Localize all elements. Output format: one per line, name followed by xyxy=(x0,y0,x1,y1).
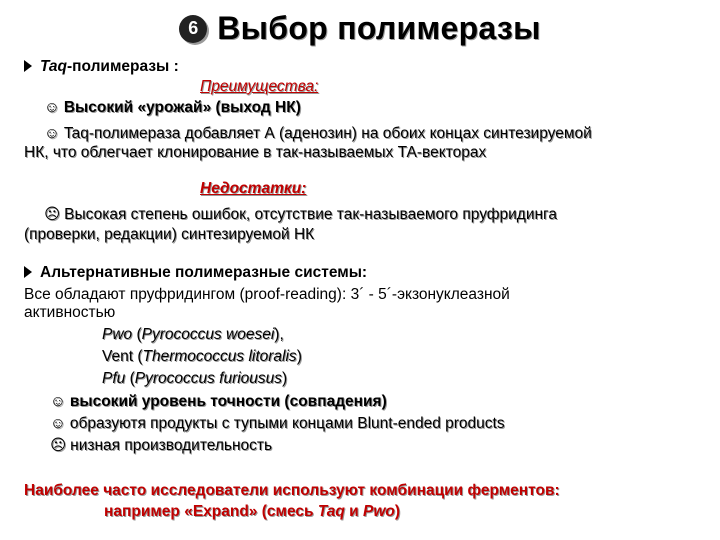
taq-heading xyxy=(24,58,179,76)
alt-desc-line-1: Все обладают пруфридингом (proof-reading): 3´ - 5´-экзонуклеазной xyxy=(24,286,510,303)
conclusion-and: и xyxy=(344,503,363,520)
enzyme-abbr: Pfu xyxy=(102,370,126,387)
taq-suffix: -полимеразы : xyxy=(66,58,179,75)
frown-icon: ☹ xyxy=(50,437,67,454)
alt-pro-1-text: высокий уровень точности (совпадения) xyxy=(69,393,387,410)
alt-pro-2-text: образуютя продукты с тупыми концами Blunt-ended products xyxy=(69,415,505,432)
smile-icon: ☺ xyxy=(50,393,66,410)
number-badge-icon: 6 xyxy=(179,15,207,43)
enzyme-close: ), xyxy=(274,326,284,343)
enzyme-species: Pyrococcus woesei xyxy=(141,326,275,343)
conclusion-enzyme-taq: Taq xyxy=(317,503,345,520)
enzyme-open: ( xyxy=(133,348,143,365)
conclusion-prefix: например «Expand» (смесь xyxy=(104,503,318,520)
alt-heading-text: Альтернативные полимеразные системы: xyxy=(40,264,368,281)
alt-desc-line-2: активностью xyxy=(24,304,116,321)
triangle-bullet-icon xyxy=(24,266,32,278)
triangle-bullet-icon xyxy=(24,60,32,72)
enzyme-abbr: Pwo xyxy=(102,326,133,343)
advantage-2-line-2: НК, что облегчает клонирование в так-называемых ТА-векторах xyxy=(24,144,487,161)
slide-title xyxy=(0,10,720,47)
conclusion-enzyme-pwo: Pwo xyxy=(363,503,395,520)
enzyme-open: ( xyxy=(125,370,135,387)
enzyme-abbr: Vent xyxy=(102,348,134,365)
smile-icon: ☺ xyxy=(44,99,60,116)
enzyme-pwo xyxy=(102,326,284,344)
enzyme-close: ) xyxy=(296,348,302,365)
alt-pro-1 xyxy=(50,393,387,411)
alt-con-1-text: низная производительность xyxy=(70,437,273,454)
advantage-2-line-1: Taq-полимераза добавляет А (аденозин) на обоих концах синтезируемой xyxy=(63,125,592,142)
smile-icon: ☺ xyxy=(44,125,60,142)
alt-heading xyxy=(24,264,367,282)
enzyme-close: ) xyxy=(282,370,288,387)
taq-name: Taq xyxy=(40,58,67,75)
enzyme-species: Pyrococcus furiousus xyxy=(134,370,283,387)
enzyme-vent xyxy=(102,348,302,366)
advantage-1-text: Высокий «урожай» (выход НК) xyxy=(63,99,301,116)
disadvantage-item-1 xyxy=(44,206,557,224)
conclusion-line-2 xyxy=(104,503,400,521)
alt-con-1 xyxy=(50,437,272,455)
frown-icon: ☹ xyxy=(44,206,61,223)
title-text: Выбор полимеразы xyxy=(217,10,541,46)
smile-icon: ☺ xyxy=(50,415,66,432)
enzyme-species: Thermococcus litoralis xyxy=(142,348,297,365)
enzyme-open: ( xyxy=(132,326,142,343)
advantage-item-1 xyxy=(44,99,301,117)
advantage-item-2 xyxy=(44,125,592,143)
disadvantages-label: Недостатки: xyxy=(200,180,307,197)
disadvantage-1-line-1: Высокая степень ошибок, отсутствие так-называемого пруфридинга xyxy=(64,206,557,223)
disadvantage-1-line-2: (проверки, редакции) синтезируемой НК xyxy=(24,226,315,243)
advantages-label: Преимущества: xyxy=(200,78,319,95)
conclusion-line-1: Наиболее часто исследователи используют комбинации ферментов: xyxy=(24,482,560,499)
enzyme-pfu xyxy=(102,370,287,388)
alt-pro-2 xyxy=(50,415,505,433)
conclusion-suffix: ) xyxy=(394,503,401,520)
